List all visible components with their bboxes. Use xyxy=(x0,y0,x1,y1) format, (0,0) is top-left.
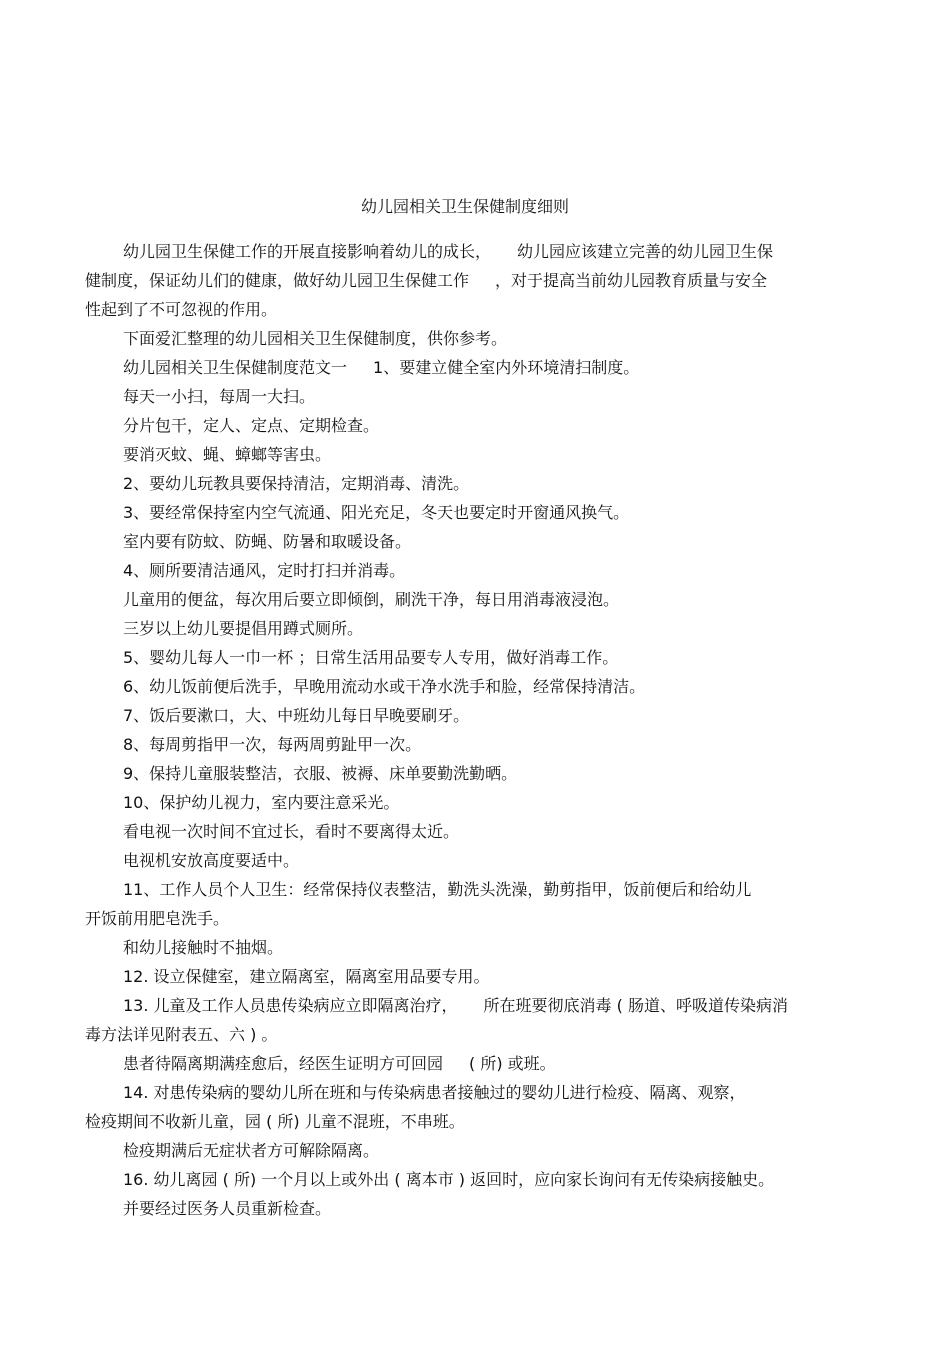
paragraph-line: 5、婴幼儿每人一巾一杯 ；日常生活用品要专人专用，做好消毒工作。 xyxy=(123,648,619,667)
text-segment: 1、要建立健全室内外环境清扫制度。 xyxy=(373,358,640,377)
text-segment: 幼儿园应该建立完善的幼儿园卫生保 xyxy=(517,242,774,261)
paragraph-line: 看电视一次时间不宜过长，看时不要离得太近。 xyxy=(123,822,460,841)
text-segment: 幼儿园相关卫生保健制度范文一 xyxy=(123,358,348,377)
text-segment: ，对于提高当前幼儿园教育质量与安全 xyxy=(495,271,768,290)
paragraph-line: 2、要幼儿玩教具要保持清洁，定期消毒、清洗。 xyxy=(123,474,470,493)
paragraph-line xyxy=(85,991,860,1020)
text-segment: 患者待隔离期满痊愈后，经医生证明方可回园 xyxy=(123,1054,444,1073)
paragraph-line xyxy=(85,266,860,295)
text-segment: ( 所) 或班。 xyxy=(469,1054,556,1073)
paragraph-line: 性起到了不可忽视的作用。 xyxy=(85,300,278,319)
paragraph-line xyxy=(85,353,860,382)
paragraph-line: 12. 设立保健室，建立隔离室，隔离室用品要专用。 xyxy=(123,967,490,986)
paragraph-line: 儿童用的便盆，每次用后要立即倾倒，刷洗干净，每日用消毒液浸泡。 xyxy=(123,590,620,609)
text-segment: 幼儿园卫生保健工作的开展直接影响着幼儿的成长， xyxy=(123,242,492,261)
paragraph-line: 开饭前用肥皂洗手。 xyxy=(85,909,230,928)
paragraph-line: 室内要有防蚊、防蝇、防暑和取暖设备。 xyxy=(123,532,412,551)
paragraph-line: 检疫期间不收新儿童，园 ( 所) 儿童不混班，不串班。 xyxy=(85,1112,465,1131)
paragraph-line: 9、保持儿童服装整洁，衣服、被褥、床单要勤洗勤晒。 xyxy=(123,764,518,783)
paragraph-line xyxy=(85,237,860,266)
paragraph-line: 三岁以上幼儿要提倡用蹲式厕所。 xyxy=(123,619,364,638)
paragraph-line: 10、保护幼儿视力，室内要注意采光。 xyxy=(123,793,400,812)
paragraph-line: 4、厕所要清洁通风，定时打扫并消毒。 xyxy=(123,561,406,580)
paragraph-line: 14. 对患传染病的婴幼儿所在班和与传染病患者接触过的婴幼儿进行检疫、隔离、观察， xyxy=(123,1083,746,1102)
paragraph-line xyxy=(85,1049,860,1078)
paragraph-line: 毒方法详见附表五、六 ) 。 xyxy=(85,1025,278,1044)
paragraph-line: 8、每周剪指甲一次，每两周剪趾甲一次。 xyxy=(123,735,422,754)
text-segment: 13. 儿童及工作人员患传染病应立即隔离治疗， xyxy=(123,996,458,1015)
paragraph-line: 要消灭蚊、蝇、蟑螂等害虫。 xyxy=(123,445,332,464)
paragraph-line: 每天一小扫，每周一大扫。 xyxy=(123,387,316,406)
paragraph-line: 3、要经常保持室内空气流通、阳光充足，冬天也要定时开窗通风换气。 xyxy=(123,503,630,522)
document-title: 幼儿园相关卫生保健制度细则 xyxy=(360,197,569,216)
paragraph-line: 和幼儿接触时不抽烟。 xyxy=(123,938,284,957)
paragraph-line: 6、幼儿饭前便后洗手，早晚用流动水或干净水洗手和脸，经常保持清洁。 xyxy=(123,677,646,696)
paragraph-line: 7、饭后要漱口，大、中班幼儿每日早晚要刷牙。 xyxy=(123,706,470,725)
text-segment: 健制度，保证幼儿们的健康，做好幼儿园卫生保健工作 xyxy=(85,271,470,290)
paragraph-line: 并要经过医务人员重新检查。 xyxy=(123,1199,332,1218)
paragraph-line: 11、工作人员个人卫生：经常保持仪表整洁，勤洗头洗澡，勤剪指甲，饭前便后和给幼儿 xyxy=(123,880,752,899)
paragraph-line: 检疫期满后无症状者方可解除隔离。 xyxy=(123,1141,380,1160)
paragraph-line: 分片包干，定人、定点、定期检查。 xyxy=(123,416,380,435)
paragraph-line: 16. 幼儿离园 ( 所) 一个月以上或外出 ( 离本市 ) 返回时，应向家长询问有无传染病接触史。 xyxy=(123,1170,775,1189)
paragraph-line: 下面爱汇整理的幼儿园相关卫生保健制度，供你参考。 xyxy=(123,329,508,348)
document-body xyxy=(85,237,860,1223)
text-segment: 所在班要彻底消毒 ( 肠道、呼吸道传染病消 xyxy=(483,996,788,1015)
paragraph-line: 电视机安放高度要适中。 xyxy=(123,851,300,870)
